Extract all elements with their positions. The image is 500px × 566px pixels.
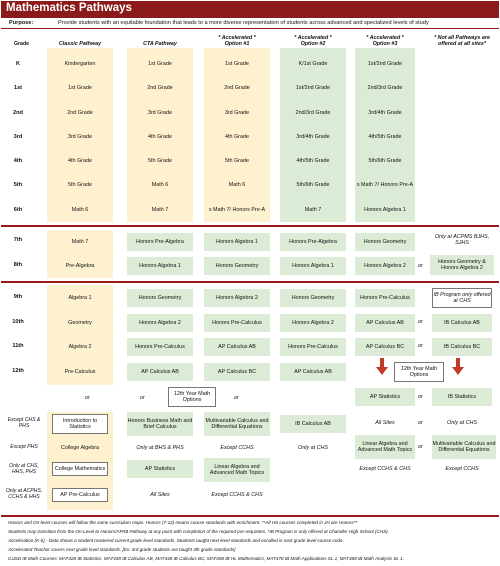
notall-header-line1: * Not all Pathways are — [433, 35, 491, 41]
opt3-course: 2nd/3rd Grade — [367, 84, 403, 91]
opt1-header — [204, 35, 270, 48]
site-note: Only at CHS — [447, 419, 477, 426]
or-label: or — [418, 394, 423, 400]
opt3-header-line1: * Accelerated * — [366, 35, 404, 41]
row-site-label: Only at CHS, HHS, PHS — [9, 463, 39, 475]
opt1-header-line1: * Accelerated * — [218, 35, 256, 41]
site-note: Only at BHS & PHS — [136, 444, 184, 451]
classic-course: 2nd Grade — [67, 109, 93, 116]
footnote: Students may transition from the On-Level to Honors/AP/IB Pathway at any point with completion of the required pre-requisites. *IB Program is only offered at Chandler High School (CHS). — [8, 529, 389, 534]
grade-label: 3rd — [13, 134, 23, 140]
opt3-course: 5th/6th Grade — [368, 157, 402, 164]
site-note: Except CCHS & CHS — [211, 491, 263, 498]
row-site-label: Except CHS & PHS — [7, 417, 41, 429]
grade-label: 9th — [13, 294, 23, 300]
opt3-course: 1st/2nd Grade — [367, 60, 403, 67]
grade-label: 8th — [13, 262, 23, 268]
opt3-header — [355, 35, 415, 48]
opt2-course: Honors Algebra 1 — [280, 257, 346, 275]
notall-course: Multivariable Calculus and Differential Equations — [432, 435, 496, 459]
classic-course: Pre-Calculus — [64, 368, 96, 375]
classic-course: Algebra 1 — [68, 294, 92, 301]
opt2-course: AP Calculus AB — [280, 363, 346, 381]
grade-label: 10th — [12, 319, 24, 325]
purpose-label: Purpose: — [9, 20, 34, 26]
header-divider — [1, 28, 499, 29]
jh-site-note: Only at ACPMS BJHS, SJHS — [434, 233, 490, 246]
opt1-course: 3rd Grade — [224, 109, 250, 116]
grade-header: Grade — [14, 41, 29, 47]
opt3-course: Linear Algebra and Advanced Math Topics — [355, 435, 415, 459]
opt1-course: Honors Pre-Calculus — [204, 314, 270, 332]
classic-course: Geometry — [68, 319, 92, 326]
or-label: or — [418, 319, 423, 325]
jh-divider — [1, 281, 499, 283]
row-site-label: Except PHS — [10, 444, 38, 450]
notall-header — [425, 35, 499, 48]
elementary-divider — [1, 225, 499, 227]
classic-course: Kindergarten — [64, 60, 96, 67]
down-arrow-icon — [452, 358, 464, 376]
ap-stats-cell: AP Statistics — [355, 388, 415, 406]
site-note: Except CCHS — [220, 444, 254, 451]
opt2-header-line2: Option #2 — [300, 41, 326, 48]
opt1-course: Honors Algebra 2 — [204, 289, 270, 307]
grade-label: K — [15, 61, 21, 67]
opt1-course: AP Calculus BC — [204, 363, 270, 381]
opt1-course: s Math 7/ Honors Pre-A — [208, 206, 266, 213]
classic-course: College Mathematics — [52, 462, 108, 476]
ib-program-note: IB Program only offered at CHS — [432, 288, 492, 308]
year12-options-box: 12th Year Math Options — [168, 387, 216, 407]
or-label: or — [418, 263, 423, 269]
or-label: or — [85, 395, 90, 401]
cta-course: Honors Algebra 2 — [127, 314, 193, 332]
grade-label: 5th — [13, 182, 23, 188]
cta-header: CTA Pathway — [143, 41, 177, 47]
cta-course: 3rd Grade — [147, 109, 173, 116]
footnote: Honors and On-level courses will follow the same curriculum maps. Honors (7-12) means course standards with enrichment. **All HS courses completed in JH are Honors** — [8, 520, 358, 525]
opt2-course: 1st/2nd Grade — [295, 84, 331, 91]
cta-course: AP Calculus AB — [127, 363, 193, 381]
site-note: All Sites — [150, 491, 170, 498]
classic-course: College Algebra — [60, 444, 100, 451]
site-note: Only at CHS — [298, 444, 328, 451]
or-label: or — [418, 420, 423, 426]
cta-course: 5th Grade — [148, 157, 172, 164]
classic-course: 1st Grade — [68, 84, 92, 91]
opt2-header — [280, 35, 346, 48]
classic-course: 5th Grade — [68, 181, 92, 188]
opt3-course: 4th/5th Grade — [368, 133, 402, 140]
classic-course: Introduction to Statistics — [52, 414, 108, 434]
footnote: CUSD IB Math Courses: MAT428 IB Statistics, MAT438 IB Calculus AB, MAT448 IB Calculus BC, MAT458 IB HL Mathematics, MAT478 IB Math Applications SL 1, MAT488 IB Math Analysis SL 1. — [8, 556, 404, 561]
cta-course: 2nd Grade — [147, 84, 173, 91]
site-note: Except CCHS — [445, 465, 479, 472]
opt3-course: Honors Geometry — [355, 233, 415, 251]
grade-label: 1st — [13, 85, 23, 91]
cta-course: Math 7 — [151, 206, 169, 213]
opt2-course: Honors Algebra 2 — [280, 314, 346, 332]
cta-course: Honors Business Math and Brief Calculus — [127, 412, 193, 436]
footnote: Accelerated Teacher covers next grade level standards. [Ex: 3rd grade students are taught 4th grade standards] — [8, 547, 236, 552]
opt1-course: Multivariable Calculus and Differential Equations — [204, 412, 270, 436]
opt3-course: Honors Algebra 2 — [355, 257, 415, 275]
cta-course: Math 6 — [151, 181, 169, 188]
opt1-header-line2: Option #1 — [224, 41, 250, 48]
grade-label: 7th — [13, 237, 23, 243]
site-note: All Sites — [375, 419, 395, 426]
ib-stats-cell: IB Statistics — [432, 388, 492, 406]
opt2-course: Honors Pre-Algebra — [280, 233, 346, 251]
cta-course: Honors Algebra 1 — [127, 257, 193, 275]
classic-course: Pre-Algebra — [65, 262, 95, 269]
opt2-course: K/1st Grade — [298, 60, 328, 67]
cta-course: Honors Geometry — [127, 289, 193, 307]
cta-course: AP Statistics — [127, 460, 193, 478]
opt1-course: 5th Grade — [225, 157, 249, 164]
grade-label: 12th — [12, 368, 24, 374]
opt1-course: 1st Grade — [225, 60, 249, 67]
opt3-course: Honors Pre-Calculus — [355, 289, 415, 307]
row-site-label: Only at ACPHS, CCHS & HHS — [5, 488, 43, 500]
opt2-course: 5th/6th Grade — [296, 181, 330, 188]
or-label: or — [234, 395, 239, 401]
opt3-course: Honors Algebra 1 — [364, 206, 406, 213]
opt1-course: Linear Algebra and Advanced Math Topics — [204, 458, 270, 482]
opt2-course: Math 7 — [304, 206, 322, 213]
opt2-course: IB Calculus AB — [280, 415, 346, 433]
opt2-course: 3rd/4th Grade — [296, 133, 330, 140]
opt2-course: 2nd/3rd Grade — [295, 109, 331, 116]
or-label: or — [418, 343, 423, 349]
ib-course: IB Calculus BC — [432, 338, 492, 356]
or-label: or — [418, 444, 423, 450]
classic-course: Math 7 — [71, 238, 89, 245]
notall-course: Honors Geometry & Honors Algebra 2 — [430, 255, 494, 275]
site-note: Except CCHS & CHS — [359, 465, 411, 472]
opt1-course: Honors Algebra 1 — [204, 233, 270, 251]
opt1-course: Math 6 — [228, 181, 246, 188]
classic-course: AP Pre-Calculus — [52, 488, 108, 502]
cta-course: Honors Pre-Calculus — [127, 338, 193, 356]
opt1-course: Honors Geometry — [204, 257, 270, 275]
notall-header-line2: offered at all sites* — [438, 41, 486, 48]
footnote: Acceleration (K-6) - Data shows a student mastered current grade level standards. Students taught next level standards and enrolled in next grade level course code. — [8, 538, 344, 543]
opt1-course: 2nd Grade — [224, 84, 250, 91]
grade-label: 6th — [13, 207, 23, 213]
opt2-course: Honors Geometry — [280, 289, 346, 307]
page-title: Mathematics Pathways — [6, 2, 132, 14]
title-bar — [1, 1, 499, 18]
cta-course: 1st Grade — [148, 60, 172, 67]
classic-course: 3rd Grade — [67, 133, 93, 140]
opt1-course: 4th Grade — [225, 133, 249, 140]
or-label: or — [140, 395, 145, 401]
opt2-course: Honors Pre-Calculus — [280, 338, 346, 356]
opt3-course: AP Calculus BC — [355, 338, 415, 356]
classic-course: Algebra 2 — [68, 343, 92, 350]
cta-course: 4th Grade — [148, 133, 172, 140]
footer-divider — [1, 515, 499, 517]
grade-label: 2nd — [13, 110, 23, 116]
classic-course: 4th Grade — [68, 157, 92, 164]
classic-header: Classic Pathway — [58, 41, 102, 47]
opt1-course: AP Calculus AB — [204, 338, 270, 356]
ib-course: IB Calculus AB — [432, 314, 492, 332]
opt2-course: 4th/5th Grade — [296, 157, 330, 164]
opt3-course: s Math 7/ Honors Pre-A — [356, 181, 414, 188]
classic-course: Math 6 — [71, 206, 89, 213]
opt3-course: AP Calculus AB — [355, 314, 415, 332]
year12-options-box: 12th Year Math Options — [394, 362, 444, 382]
cta-course: Honors Pre-Algebra — [127, 233, 193, 251]
opt2-header-line1: * Accelerated * — [294, 35, 332, 41]
down-arrow-icon — [376, 358, 388, 376]
grade-label: 4th — [13, 158, 23, 164]
opt3-course: 3rd/4th Grade — [368, 109, 402, 116]
opt3-header-line2: Option #3 — [372, 41, 398, 48]
purpose-text: Provide students with an equitable foundation that leads to a more diverse representation of students across advanced and specialized levels of study — [58, 20, 429, 26]
grade-label: 11th — [12, 343, 24, 349]
